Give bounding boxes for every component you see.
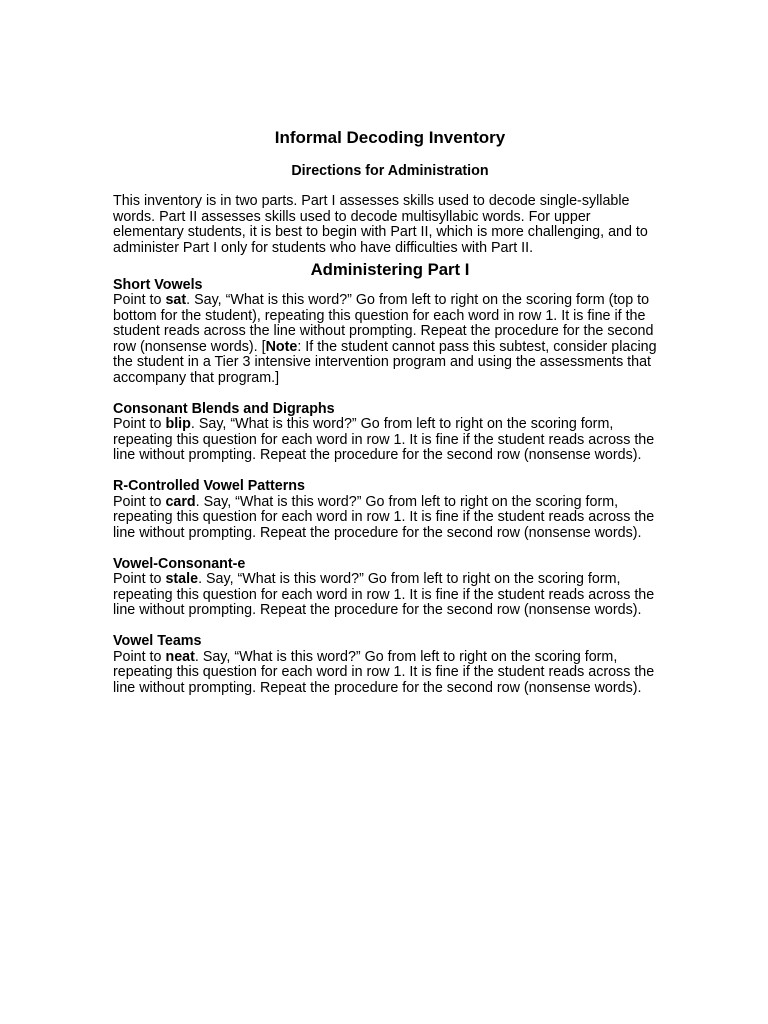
section-vowel-teams [113, 634, 663, 696]
target-word: sat [165, 292, 187, 308]
note-label: Note [265, 338, 298, 355]
section-body [113, 650, 663, 697]
document-title: Informal Decoding Inventory [274, 128, 506, 147]
instruction-text: . Say, “What is this word?” Go from left to right on the scoring form (top to bottom for the student), repeating this question for each word in row 1. It is fine if the student reads across the line without prompting. Repeat the procedure for the second row (nonsense words). [ [113, 292, 654, 355]
section-body [113, 293, 663, 386]
instruction-text: . Say, “What is this word?” Go from left to right on the scoring form, repeating this question for each word in row 1. It is fine if the student reads across the line without prompting. Repeat the procedure for the second row (nonsense words). [113, 416, 655, 463]
target-word: blip [165, 416, 191, 432]
section-r-controlled [113, 479, 663, 541]
instruction-text: . Say, “What is this word?” Go from left to right on the scoring form, repeating this question for each word in row 1. It is fine if the student reads across the line without prompting. Repeat the procedure for the second row (nonsense words). [113, 648, 655, 696]
section-vowel-consonant-e [113, 557, 663, 619]
instruction-lead: Point to [113, 493, 166, 510]
instruction-lead: Point to [113, 292, 166, 308]
instruction-lead: Point to [113, 416, 166, 432]
target-word: card [165, 493, 196, 510]
intro-paragraph: This inventory is in two parts. Part I assesses skills used to decode single-syllable words. Part II assesses skills used to decode multisyllabic words. For upper elementary students, it is best to begin with Part II, which is more challenging, and to administer Part I only for students who have difficulties with Part II. [113, 193, 648, 256]
target-word: stale [165, 571, 199, 587]
section-body [113, 417, 663, 464]
section-heading: Vowel Teams [113, 633, 202, 649]
section-consonant-blends [113, 402, 663, 464]
section-heading: Vowel-Consonant-e [113, 555, 246, 572]
note-text: : If the student cannot pass this subtest, consider placing the student in a Tier 3 intensive intervention program and using the assessments that accompany that program.] [113, 338, 657, 386]
section-heading: R-Controlled Vowel Patterns [113, 478, 305, 494]
section-heading: Consonant Blends and Digraphs [113, 400, 335, 417]
section-body [113, 495, 663, 542]
document-page [113, 128, 663, 712]
section-short-vowels [113, 278, 663, 387]
instruction-text: . Say, “What is this word?” Go from left to right on the scoring form, repeating this question for each word in row 1. It is fine if the student reads across the line without prompting. Repeat the procedure for the second row (nonsense words). [113, 571, 655, 618]
part-heading: Administering Part I [310, 260, 470, 279]
instruction-lead: Point to [113, 648, 166, 665]
instruction-text: . Say, “What is this word?” Go from left to right on the scoring form, repeating this question for each word in row 1. It is fine if the student reads across the line without prompting. Repeat the procedure for the second row (nonsense words). [113, 493, 655, 541]
document-subtitle: Directions for Administration [291, 163, 489, 179]
instruction-lead: Point to [113, 571, 166, 587]
target-word: neat [165, 648, 195, 665]
section-body [113, 572, 663, 619]
section-heading: Short Vowels [113, 276, 203, 293]
